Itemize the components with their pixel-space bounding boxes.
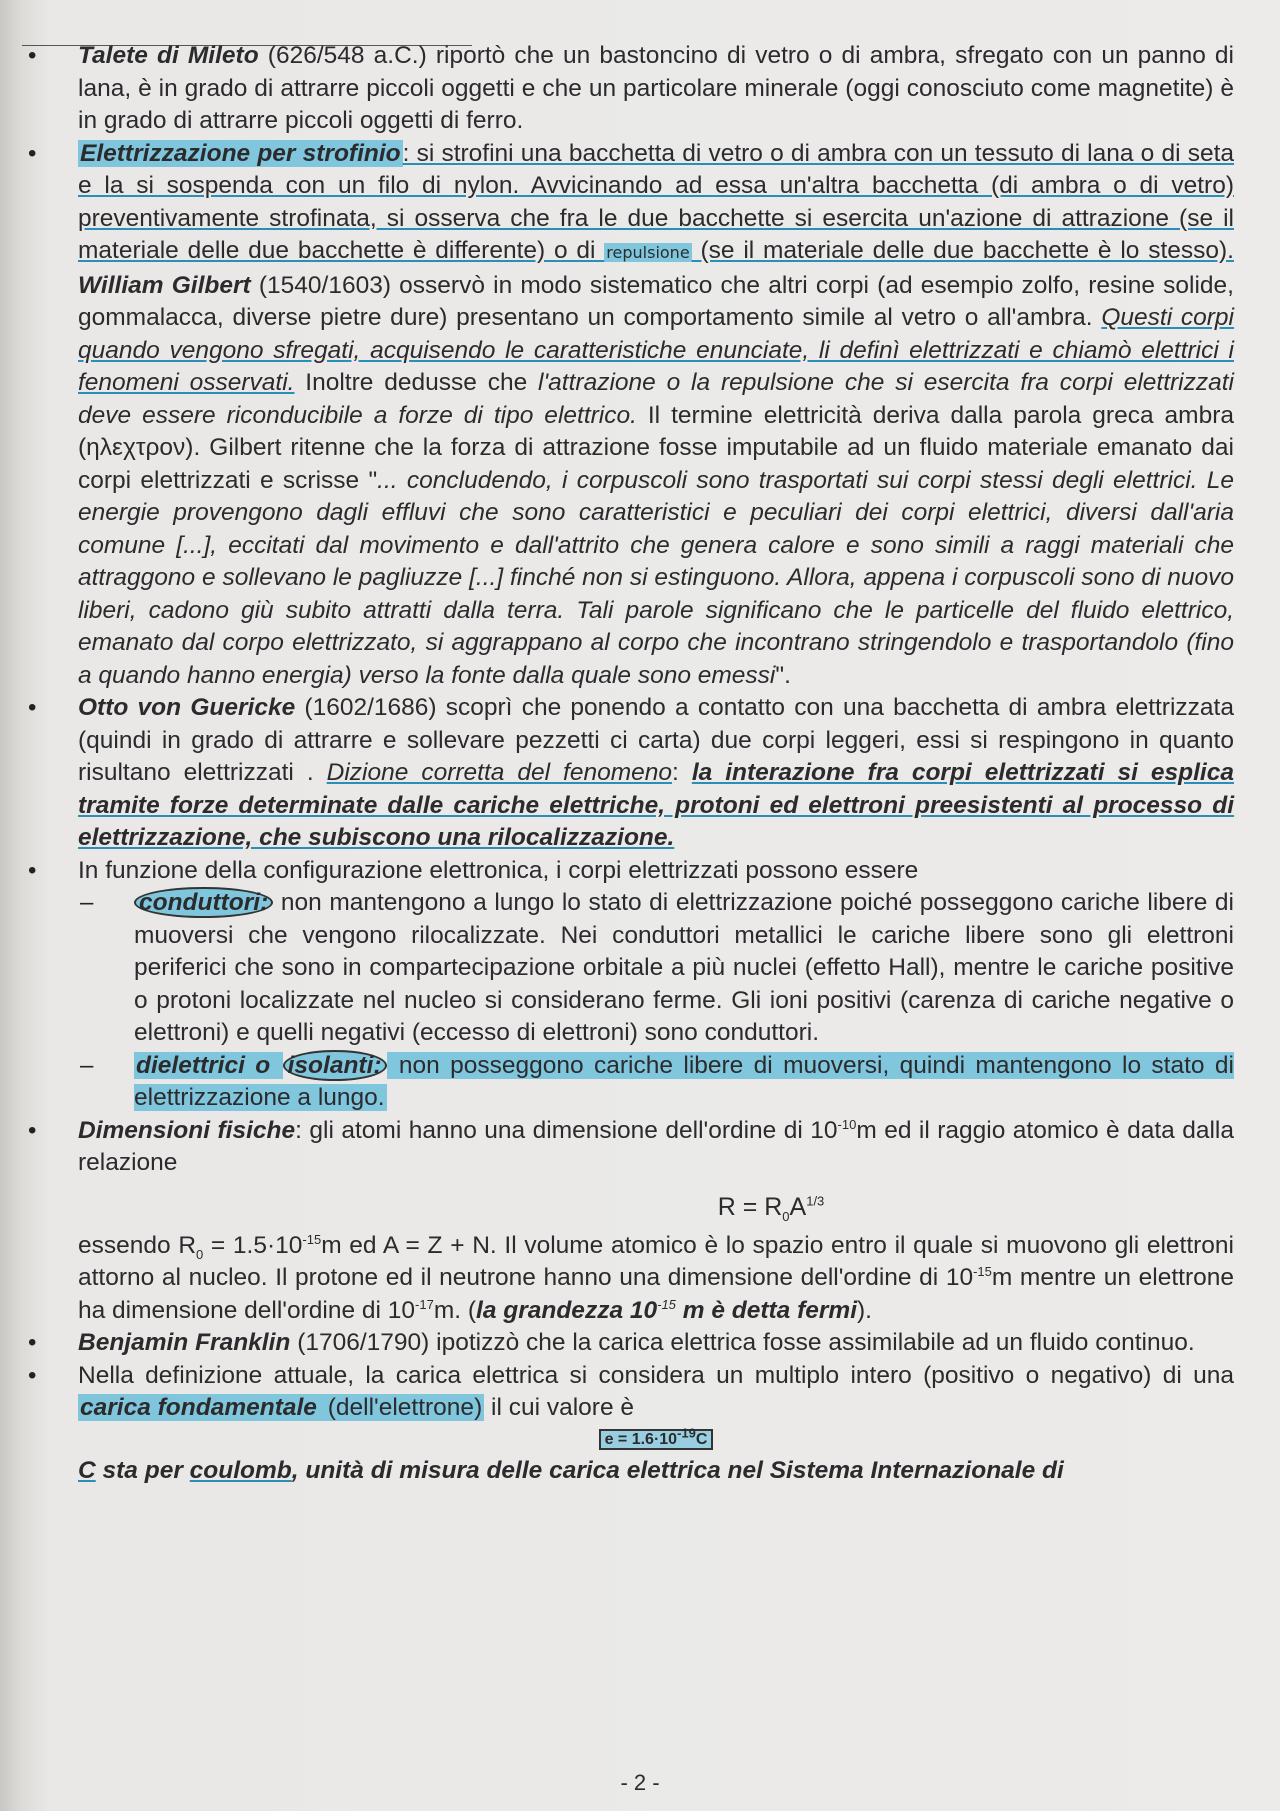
bullet-strofinio <box>0 138 1280 693</box>
name-talete: Talete di Mileto <box>78 42 259 69</box>
formula-text: R = R <box>717 1192 783 1221</box>
term-conduttori: conduttori: <box>134 887 273 918</box>
paragraph <box>78 1327 1234 1360</box>
term-dielettrici: dielettrici o <box>136 1051 281 1079</box>
handwritten-repulsione: repulsione <box>606 243 690 262</box>
text: il cui valore è <box>484 1394 635 1421</box>
paragraph <box>78 1230 1234 1328</box>
paragraph <box>134 887 1234 1050</box>
text: ). <box>857 1296 872 1324</box>
text: m mentre un elettrone ha dimensione dell'ordine di 10 <box>78 1264 1234 1324</box>
page-number: - 2 - <box>620 1770 660 1795</box>
italic-text: Questi corpi quando vengono sfregati, acquisendo le caratteristiche enunciate, li definì elettrizzati e chiamò elettrici i fenomeni osservati. <box>78 304 1234 396</box>
paragraph <box>78 1360 1234 1425</box>
paragraph <box>78 40 1234 138</box>
text: (dell'elettrone) <box>320 1394 483 1421</box>
paragraph <box>78 692 1234 855</box>
equation-text: e = 1.6·10 <box>604 1430 678 1448</box>
text: m. ( <box>433 1296 477 1324</box>
formula-radius <box>78 1190 1234 1224</box>
paragraph <box>78 138 1234 693</box>
coulomb-line <box>0 1455 1280 1488</box>
text: m ed il raggio atomico è data dalla relazione <box>78 1116 1235 1176</box>
text: non mantengono a lungo lo stato di elettrizzazione poiché posseggono cariche libere di muoversi che vengono rilocalizzate. Nei conduttori metallici le cariche libere sono gli elettroni periferici che sono in compartecipazione orbitale a più nuclei (effetto Hall), mentre le cariche positive o protoni localizzate nel nucleo si considerano ferme. Gli ioni positivi (carenza di cariche negative o elettroni) e quelli negativi (eccesso di elettroni) sono conduttori. <box>134 889 1234 1046</box>
formula-subscript: 0 <box>782 1208 790 1224</box>
bullet-carica <box>0 1360 1280 1449</box>
text: (1706/1790) ipotizzò che la carica elettrica fosse assimilabile ad un fluido continuo. <box>290 1329 1195 1356</box>
text: ". <box>775 661 791 689</box>
text: sta per <box>95 1456 190 1484</box>
bold-text: m è detta fermi <box>675 1296 858 1324</box>
text: Inoltre dedusse che <box>294 369 539 396</box>
name-franklin: Benjamin Franklin <box>78 1329 291 1356</box>
equation-line <box>78 1425 1234 1449</box>
bullet-franklin <box>0 1327 1280 1360</box>
paragraph: • In funzione della configurazione elettronica, i corpi elettrizzati possono essere <box>78 856 919 884</box>
exponent: -10 <box>837 1116 857 1132</box>
equation-text: C <box>695 1430 708 1448</box>
subscript: 0 <box>196 1246 204 1262</box>
bold-definition: la interazione fra corpi elettrizzati si esplica tramite forze determinate dalle cariche elettriche, protoni ed elettroni preesistenti al processo di elettrizzazione, che subiscono una rilocalizzazione. <box>78 759 1234 851</box>
term-dimensioni: Dimensioni fisiche <box>78 1116 296 1144</box>
exponent: -15 <box>302 1231 322 1247</box>
term-strofinio: Elettrizzazione per strofinio <box>80 139 401 167</box>
text: : <box>672 759 692 786</box>
bullet-talete <box>0 40 1280 138</box>
text: coulomb <box>189 1456 292 1484</box>
text: , unità di misura delle carica elettrica nel Sistema Internazionale di <box>291 1456 1064 1484</box>
bold-text: la grandezza 10 <box>476 1296 658 1324</box>
content <box>0 40 1280 1487</box>
subitem-dielettrici <box>0 1050 1280 1115</box>
text: (1540/1603) osservò in modo sistematico che altri corpi (ad esempio zolfo, resine solide, gommalacca, diverse pietre dure) presentano un comportamento simile al vetro o all'ambra. <box>78 271 1234 331</box>
equation-exponent: -19 <box>677 1425 696 1441</box>
italic-text: l'attrazione o la repulsione che si esercita fra corpi elettrizzati deve essere riconducibile a forze di tipo elettrico. <box>78 369 1234 429</box>
italic-text: Dizione corretta del fenomeno <box>326 759 673 786</box>
equation-electron-charge <box>599 1425 714 1450</box>
text: : si strofini una bacchetta di vetro o di ambra con un tessuto di lana o di seta e la si sospenda con un filo di nylon. Avvicinando ad essa un'altra bacchetta (di ambra o di vetro) preventivamente strofinata, si osserva che fra le due bacchette si esercita un'azione di attrazione (se il materiale delle due bacchette è differente) o di <box>78 139 1235 264</box>
text: essendo R <box>78 1231 197 1259</box>
bullet-dimensioni <box>0 1115 1280 1328</box>
exponent: -15 <box>973 1263 992 1279</box>
bullet-configurazione <box>0 855 1280 888</box>
formula-text: A <box>789 1192 807 1221</box>
text: (626/548 a.C.) riportò che un bastoncino di vetro o di ambra, sfregato con un panno di lana, è in grado di attrarre piccoli oggetti e che un particolare minerale (oggi conosciuto come magnetite) è in grado di attrarre piccoli oggetti di ferro. <box>78 42 1234 134</box>
name-gilbert: William Gilbert <box>78 271 251 299</box>
text: non posseggono cariche libere di muoversi, quindi mantengono lo stato di elettrizzazione a lungo. <box>134 1051 1234 1111</box>
text: (1602/1686) scoprì che ponendo a contatto con una bacchetta di ambra elettrizzata (quindi in grado di attrarre e sollevare pezzetti ci carta) due corpi leggeri, essi si respingono in quanto risultano elettrizzati . <box>78 694 1234 786</box>
text: Nella definizione attuale, la carica elettrica si considera un multiplo intero (positivo o negativo) di una <box>78 1361 1234 1389</box>
paragraph <box>134 1050 1234 1115</box>
term-carica-fondamentale: carica fondamentale <box>80 1394 317 1421</box>
paragraph <box>78 1115 1234 1180</box>
bullet-guericke <box>0 692 1280 855</box>
quote-text: ... concludendo, i corpuscoli sono trasportati sui corpi stessi degli elettrici. Le energie provengono dagli effluvi che sono caratteristici e peculiari dei corpi elettrici, diversi dall'aria comune [...], eccitati dal movimento e dall'attrito che genera calore e sono simili a raggi materiali che attraggono e sollevano le pagliuzze [...] finché non si estinguono. Allora, appena i corpuscoli sono di nuovo liberi, cadono giù subito attratti dalla terra. Tali parole significano che le particelle del fluido elettrico, emanato dal corpo elettrizzato, si aggrappano al corpo che incontrano stringendolo e trasportandolo (fino a quando hanno energia) verso la fonte dalla quale sono emessi <box>78 466 1234 689</box>
term-isolanti: isolanti: <box>283 1050 387 1081</box>
text: (se il materiale delle due bacchette è lo stesso). <box>691 237 1234 264</box>
text: : gli atomi hanno una dimensione dell'ordine di 10 <box>295 1116 838 1144</box>
text: m ed A = Z + N. Il volume atomico è lo spazio entro il quale si muovono gli elettroni attorno al nucleo. Il protone ed il neutrone hanno una dimensione dell'ordine di 10 <box>78 1231 1234 1291</box>
name-guericke: Otto von Guericke <box>78 694 296 721</box>
paragraph <box>78 1455 1234 1488</box>
text: Il termine elettricità deriva dalla parola greca ambra (ηλεχτρον). Gilbert ritenne che la forza di attrazione fosse imputabile ad un fluido materiale emanato dai corpi elettrizzati e scrisse " <box>78 401 1234 494</box>
exponent: -15 <box>657 1296 676 1312</box>
formula-exponent: 1/3 <box>806 1193 825 1209</box>
text: = 1.5·10 <box>203 1231 303 1259</box>
subitem-conduttori <box>0 887 1280 1050</box>
text: C <box>78 1456 96 1484</box>
exponent: -17 <box>415 1296 434 1312</box>
